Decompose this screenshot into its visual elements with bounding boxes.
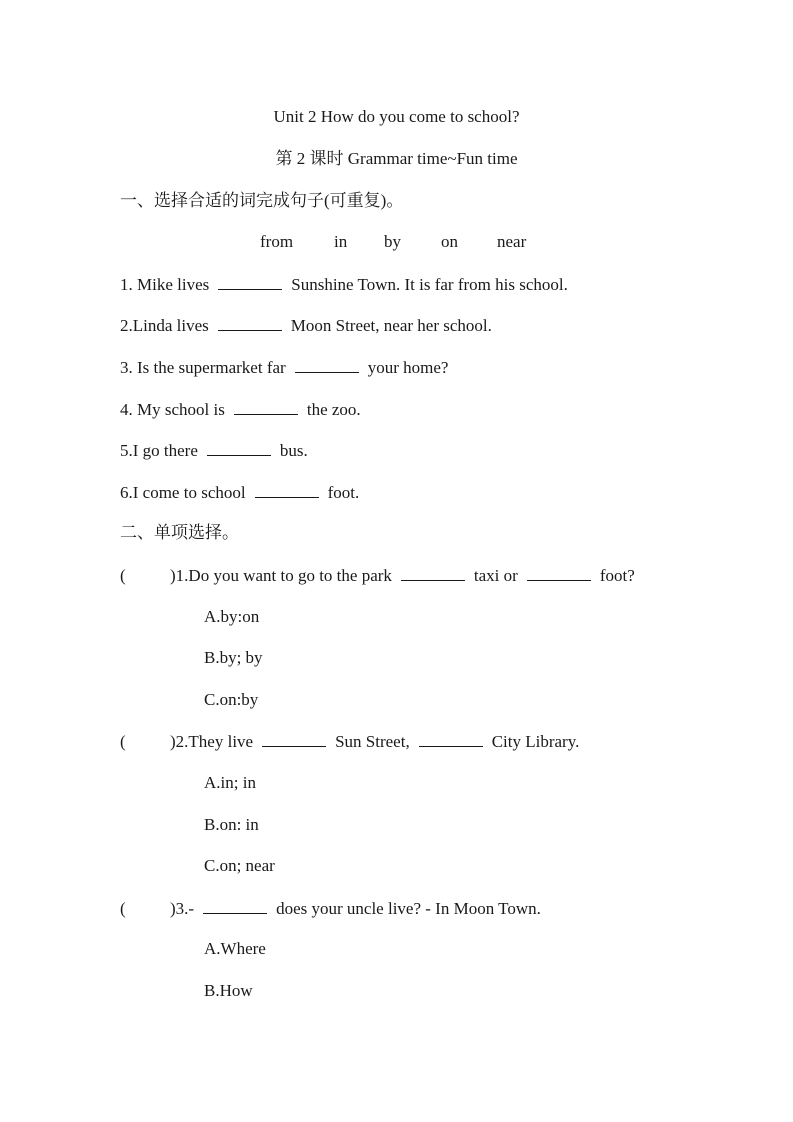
word-bank-item: in — [334, 232, 348, 251]
item-text-after: foot. — [327, 483, 360, 502]
answer-option: A.by:on — [204, 607, 260, 626]
word-bank-item: near — [497, 232, 527, 251]
question-text: )3.- — [170, 899, 195, 918]
answer-blank[interactable] — [234, 398, 298, 415]
question-text: taxi or — [473, 566, 518, 585]
page-title: Unit 2 How do you come to school? — [273, 107, 520, 126]
answer-blank[interactable] — [218, 273, 282, 290]
fill-in-item — [120, 356, 448, 379]
item-text-before: 1. Mike lives — [120, 275, 210, 294]
answer-blank[interactable] — [295, 356, 359, 373]
answer-option: C.on; near — [204, 856, 275, 875]
question-stem — [120, 564, 635, 587]
word-bank — [0, 231, 793, 253]
answer-option: A.in; in — [204, 773, 256, 792]
question-text: Sun Street, — [335, 732, 410, 751]
answer-bracket-open[interactable]: ( — [120, 732, 126, 751]
item-text-before: 5.I go there — [120, 441, 198, 460]
answer-bracket-open[interactable]: ( — [120, 566, 126, 585]
fill-in-item — [120, 398, 361, 421]
word-bank-item: on — [441, 232, 458, 251]
answer-blank[interactable] — [218, 314, 282, 331]
section2-heading: 二、单项选择。 — [120, 523, 239, 542]
fill-in-item — [120, 481, 359, 504]
answer-option: B.How — [204, 981, 253, 1000]
question-text: does your uncle live? - In Moon Town. — [276, 899, 541, 918]
item-text-before: 4. My school is — [120, 400, 225, 419]
word-bank-item: by — [384, 232, 401, 251]
item-text-after: the zoo. — [306, 400, 361, 419]
answer-blank[interactable] — [207, 439, 271, 456]
item-text-after: your home? — [367, 358, 449, 377]
question-text: )1.Do you want to go to the park — [170, 566, 392, 585]
fill-in-item — [120, 273, 568, 296]
question-stem — [120, 730, 579, 753]
answer-blank[interactable] — [203, 897, 267, 914]
answer-option: A.Where — [204, 939, 266, 958]
question-text: )2.They live — [170, 732, 254, 751]
answer-blank[interactable] — [527, 564, 591, 581]
answer-blank[interactable] — [401, 564, 465, 581]
answer-option: B.on: in — [204, 815, 259, 834]
fill-in-item — [120, 314, 492, 337]
answer-blank[interactable] — [419, 730, 483, 747]
word-bank-item: from — [260, 232, 294, 251]
item-text-after: bus. — [279, 441, 308, 460]
answer-option: B.by; by — [204, 648, 263, 667]
question-stem — [120, 897, 541, 920]
item-text-after: Sunshine Town. It is far from his school. — [291, 275, 568, 294]
question-text: City Library. — [491, 732, 580, 751]
answer-bracket-open[interactable]: ( — [120, 899, 126, 918]
item-text-before: 6.I come to school — [120, 483, 246, 502]
page-subtitle: 第 2 课时 Grammar time~Fun time — [275, 149, 518, 168]
item-text-before: 3. Is the supermarket far — [120, 358, 286, 377]
answer-blank[interactable] — [262, 730, 326, 747]
question-text: foot? — [599, 566, 635, 585]
item-text-before: 2.Linda lives — [120, 316, 209, 335]
fill-in-item — [120, 439, 308, 462]
item-text-after: Moon Street, near her school. — [290, 316, 492, 335]
section1-heading: 一、选择合适的词完成句子(可重复)。 — [120, 191, 404, 210]
answer-option: C.on:by — [204, 690, 259, 709]
answer-blank[interactable] — [255, 481, 319, 498]
